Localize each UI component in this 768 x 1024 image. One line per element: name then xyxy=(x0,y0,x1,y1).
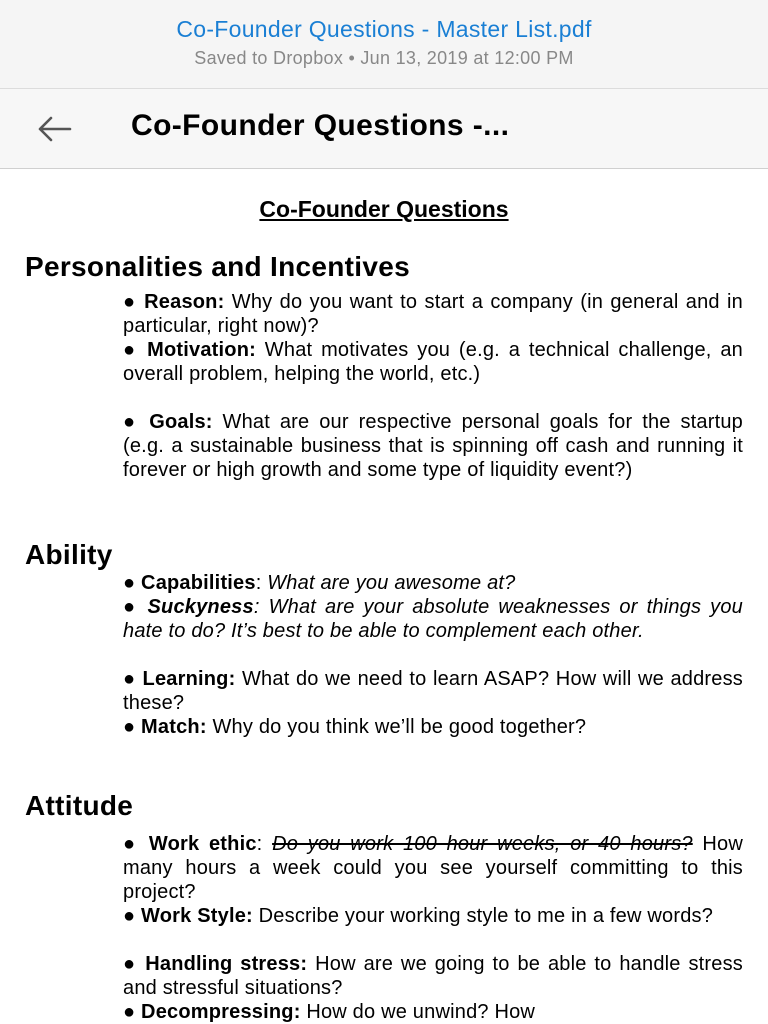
item-text: How many hours a week could you see yourself committing to this project? xyxy=(123,833,744,903)
bullet-icon: ● xyxy=(123,833,140,855)
list-item xyxy=(123,904,743,928)
bullet-icon: ● xyxy=(123,339,139,361)
bullet-icon: ● xyxy=(123,716,136,738)
list-item xyxy=(123,338,743,386)
document-page[interactable] xyxy=(0,169,768,1024)
bullet-icon: ● xyxy=(123,596,139,618)
list-item xyxy=(123,595,743,643)
document-heading: Co-Founder Questions xyxy=(259,196,509,222)
bullet-icon: ● xyxy=(123,668,137,690)
list-item xyxy=(123,1000,743,1024)
item-text: What are your absolute weaknesses or things you hate to do? It’s best to be able to complement each other. xyxy=(123,596,743,642)
list-item xyxy=(123,832,743,904)
item-label: Decompressing: xyxy=(141,1001,301,1023)
item-separator: : xyxy=(256,833,273,855)
file-title[interactable]: Co-Founder Questions - Master List.pdf xyxy=(176,16,592,42)
item-text: Why do you want to start a company (in general and in particular, right now)? xyxy=(123,291,744,337)
viewer-toolbar xyxy=(0,89,768,169)
struck-text: Do you work 100 hour weeks, or 40 hours? xyxy=(272,833,693,855)
bullet-icon: ● xyxy=(123,1001,136,1023)
bullet-icon: ● xyxy=(123,291,137,313)
back-button[interactable] xyxy=(28,107,80,151)
bullet-icon: ● xyxy=(123,953,138,975)
item-text: Why do you think we’ll be good together? xyxy=(206,716,587,738)
file-status-header xyxy=(0,0,768,89)
list-item xyxy=(123,667,743,715)
list-item xyxy=(123,715,743,739)
item-label: Match: xyxy=(141,716,207,738)
section-title: Personalities and Incentives xyxy=(25,251,410,282)
item-label: Goals: xyxy=(149,411,213,433)
list-item xyxy=(123,571,743,595)
item-label: Suckyness xyxy=(147,596,254,618)
list-item xyxy=(123,410,743,482)
item-label: Handling stress: xyxy=(145,953,308,975)
document-title: Co-Founder Questions -... xyxy=(131,109,510,142)
section-title: Attitude xyxy=(25,790,134,821)
item-text: How are we going to be able to handle stress and stressful situations? xyxy=(123,953,744,999)
bullet-icon: ● xyxy=(123,572,136,594)
item-label: Reason: xyxy=(144,291,225,313)
list-item xyxy=(123,952,743,1000)
item-text: What motivates you (e.g. a technical challenge, an overall problem, helping the world, etc.) xyxy=(123,339,744,385)
save-status: Saved to Dropbox • Jun 13, 2019 at 12:00 PM xyxy=(194,48,574,68)
item-label: Motivation: xyxy=(147,339,256,361)
section-title: Ability xyxy=(25,539,113,570)
item-text: Describe your working style to me in a few words? xyxy=(252,905,714,927)
item-separator: : xyxy=(253,596,269,618)
item-text: How do we unwind? How xyxy=(300,1001,536,1023)
list-item xyxy=(123,290,743,338)
back-arrow-icon xyxy=(36,115,72,143)
item-label: Capabilities xyxy=(141,572,256,594)
item-text: What do we need to learn ASAP? How will we address these? xyxy=(123,668,744,714)
item-text: What are our respective personal goals for the startup (e.g. a sustainable business that is spinning off cash and running it forever or high growth and some type of liquidity event?) xyxy=(123,411,743,481)
item-label: Work ethic xyxy=(148,833,257,855)
item-label: Learning: xyxy=(142,668,236,690)
item-separator: : xyxy=(255,572,268,594)
bullet-icon: ● xyxy=(123,905,136,927)
item-text: What are you awesome at? xyxy=(267,572,516,594)
item-label: Work Style: xyxy=(141,905,253,927)
bullet-icon: ● xyxy=(123,411,140,433)
